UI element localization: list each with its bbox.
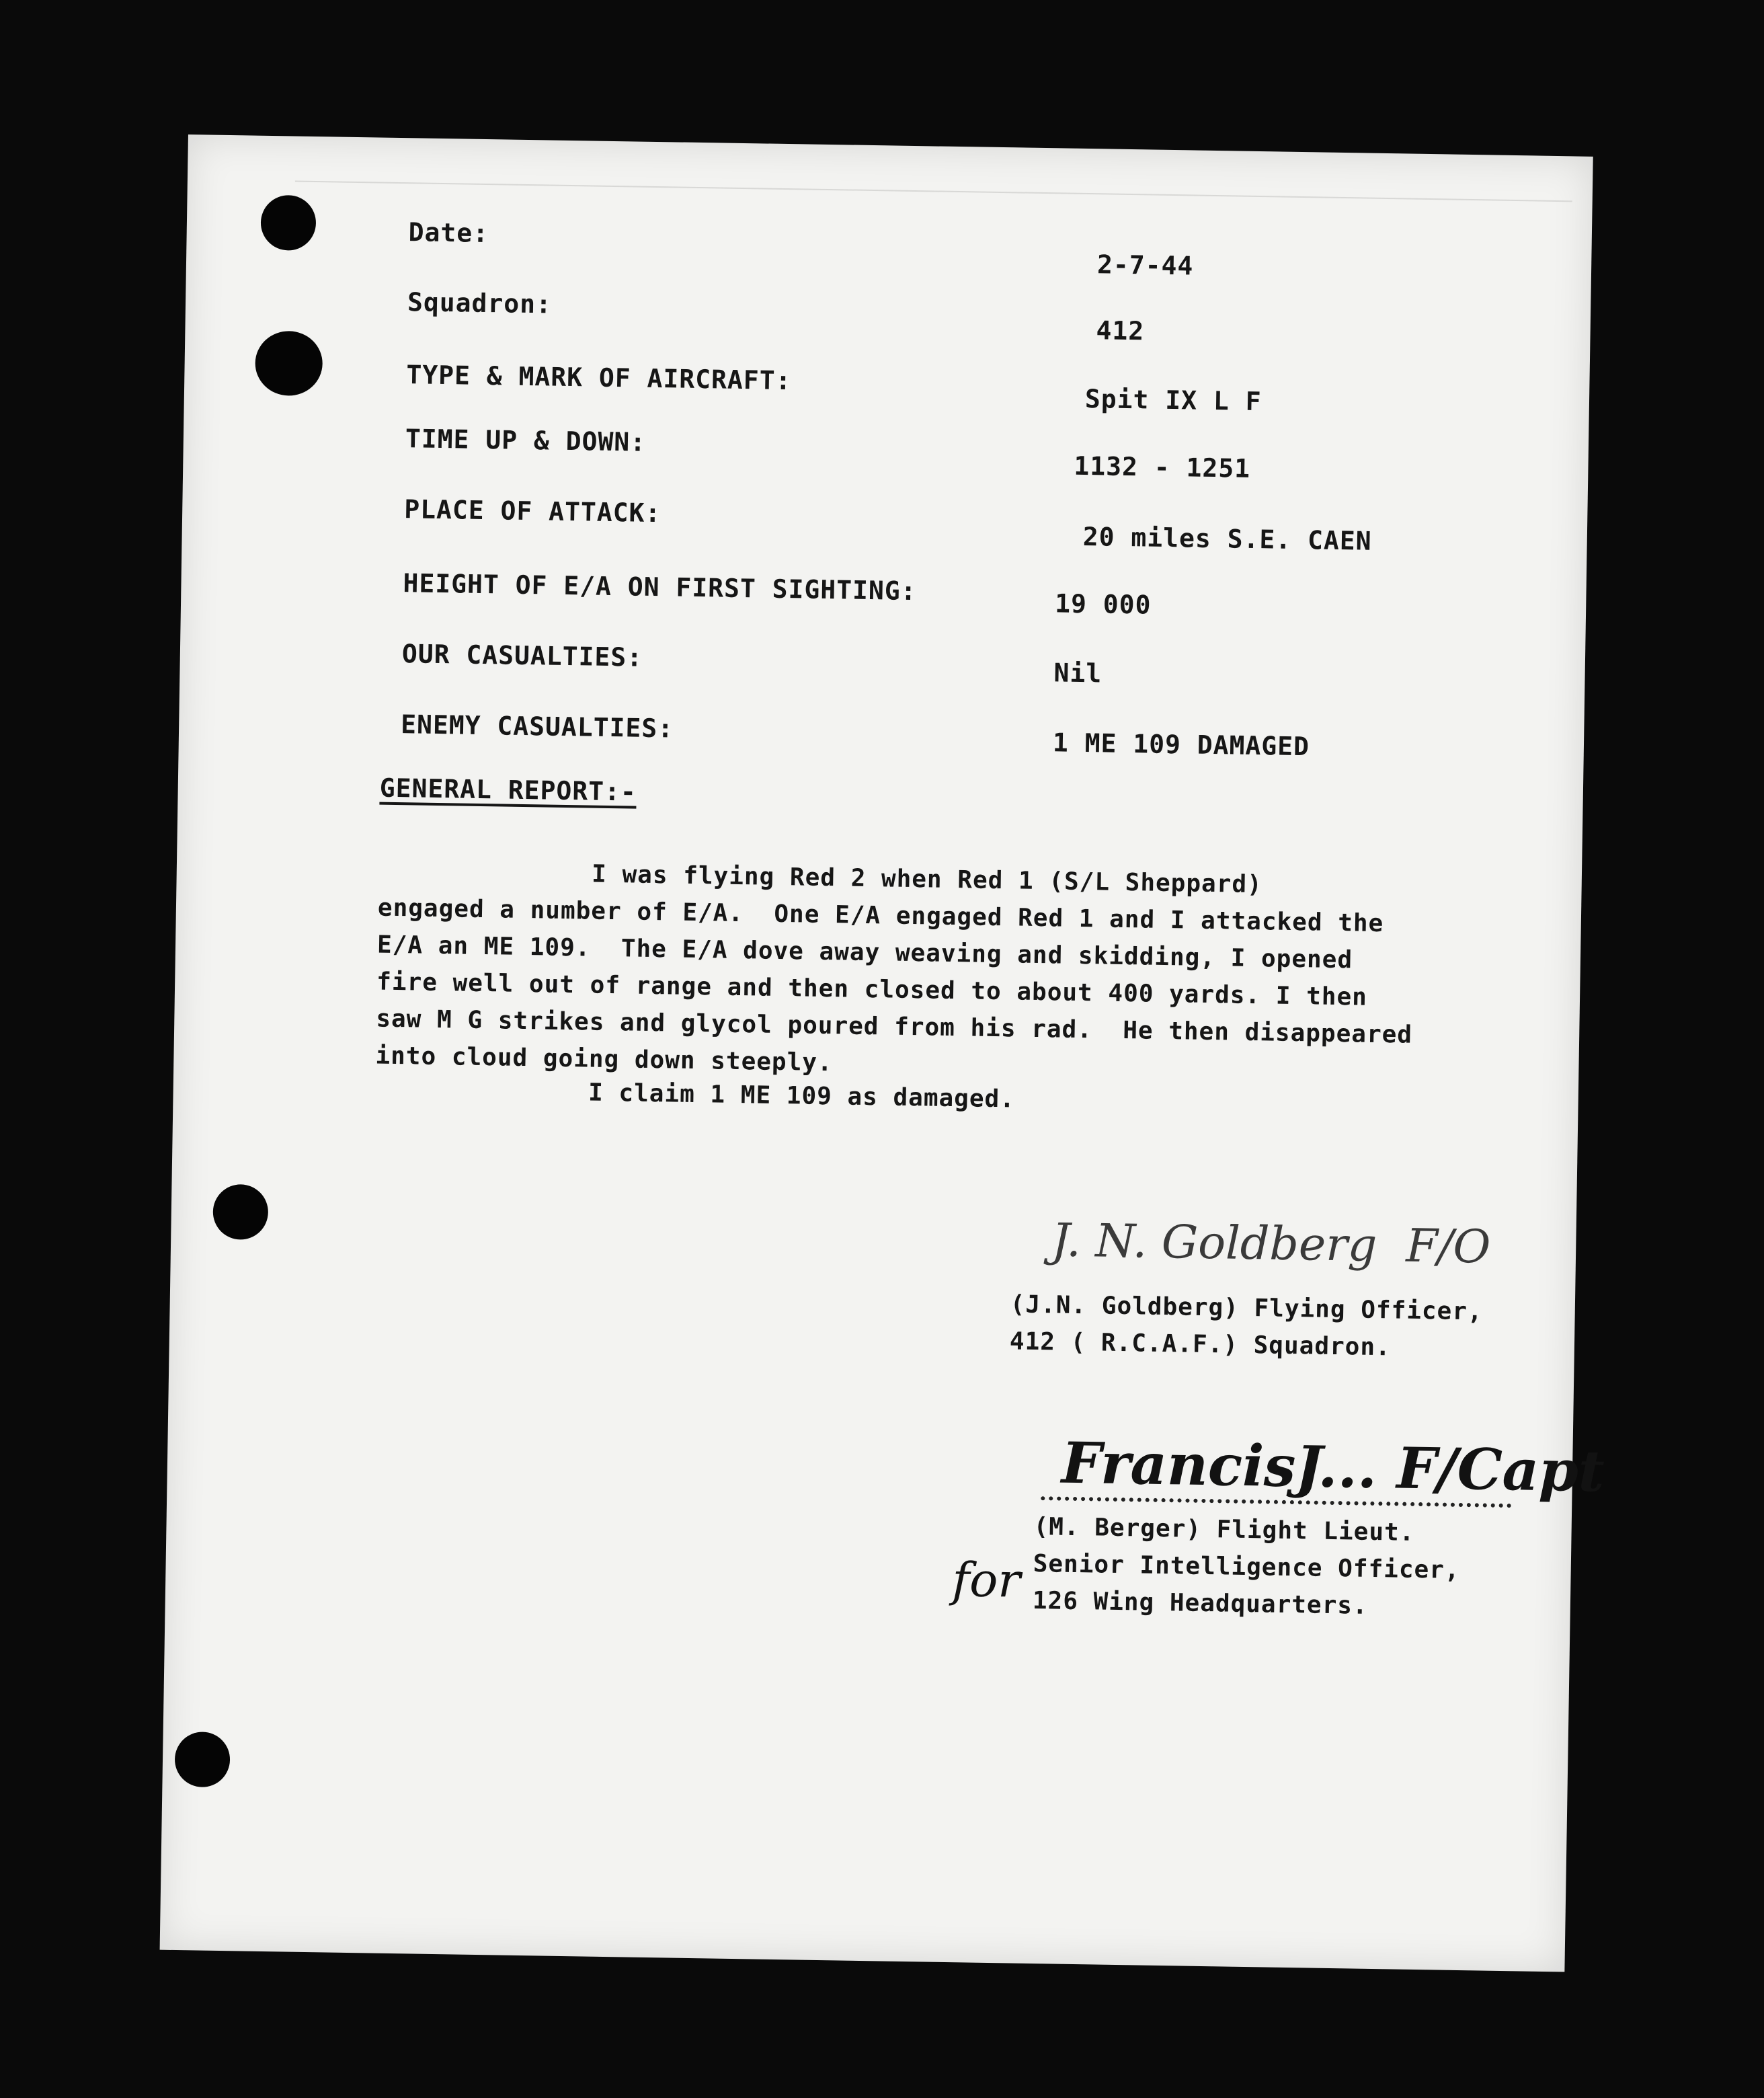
report-body-line: fire well out of range and then closed to about 400 yards. I then bbox=[376, 968, 1368, 1011]
signature-intelligence-officer: FrancisJ... F/Capt bbox=[1061, 1429, 1605, 1505]
field-value-height: 19 000 bbox=[1054, 588, 1152, 620]
signatory-1-name: (J.N. Goldberg) Flying Officer, bbox=[1010, 1290, 1483, 1326]
field-value-date: 2-7-44 bbox=[1096, 249, 1194, 281]
report-page bbox=[160, 134, 1605, 1972]
field-label-time: TIME UP & DOWN: bbox=[405, 424, 647, 457]
report-body-line: E/A an ME 109. The E/A dove away weaving and skidding, I opened bbox=[376, 931, 1353, 974]
report-body-line: I was flying Red 2 when Red 1 (S/L Sheppard) bbox=[378, 857, 1263, 899]
punch-hole-top bbox=[260, 195, 316, 251]
field-label-date: Date: bbox=[408, 217, 489, 249]
report-body-line: saw M G strikes and glycol poured from his rad. He then disappeared bbox=[376, 1005, 1413, 1049]
punch-hole-smudge bbox=[255, 331, 323, 397]
punch-hole-middle bbox=[212, 1184, 268, 1240]
field-label-place: PLACE OF ATTACK: bbox=[403, 494, 662, 529]
signature-goldberg: J. N. Goldberg F/O bbox=[1051, 1214, 1491, 1274]
report-body-line: I claim 1 ME 109 as damaged. bbox=[374, 1075, 1016, 1114]
report-body-line: into cloud going down steeply. bbox=[375, 1042, 833, 1077]
for-mark: for bbox=[951, 1552, 1021, 1608]
field-label-height: HEIGHT OF E/A ON FIRST SIGHTING: bbox=[403, 568, 917, 607]
field-value-place: 20 miles S.E. CAEN bbox=[1082, 521, 1372, 556]
field-value-aircraft: Spit IX L F bbox=[1084, 384, 1262, 417]
field-value-time: 1132 - 1251 bbox=[1074, 451, 1251, 483]
paper-fold-line bbox=[295, 181, 1572, 202]
report-body-line: engaged a number of E/A. One E/A engaged Red 1 and I attacked the bbox=[377, 894, 1384, 938]
signatory-1-unit: 412 ( R.C.A.F.) Squadron. bbox=[1009, 1327, 1392, 1362]
signatory-2-title: Senior Intelligence Officer, bbox=[1033, 1550, 1460, 1584]
field-value-squadron: 412 bbox=[1096, 315, 1145, 346]
field-label-our-casualties: OUR CASUALTIES: bbox=[401, 639, 643, 672]
field-label-squadron: Squadron: bbox=[407, 287, 553, 319]
field-label-enemy-casualties: ENEMY CASUALTIES: bbox=[400, 709, 674, 744]
punch-hole-bottom bbox=[174, 1732, 230, 1787]
signatory-2-name: (M. Berger) Flight Lieut. bbox=[1033, 1513, 1415, 1547]
field-label-aircraft: TYPE & MARK OF AIRCRAFT: bbox=[406, 360, 792, 396]
general-report-heading: GENERAL REPORT:- bbox=[379, 773, 637, 807]
field-value-our-casualties: Nil bbox=[1053, 658, 1102, 689]
signatory-2-unit: 126 Wing Headquarters. bbox=[1032, 1586, 1368, 1620]
field-value-enemy-casualties: 1 ME 109 DAMAGED bbox=[1052, 728, 1310, 762]
